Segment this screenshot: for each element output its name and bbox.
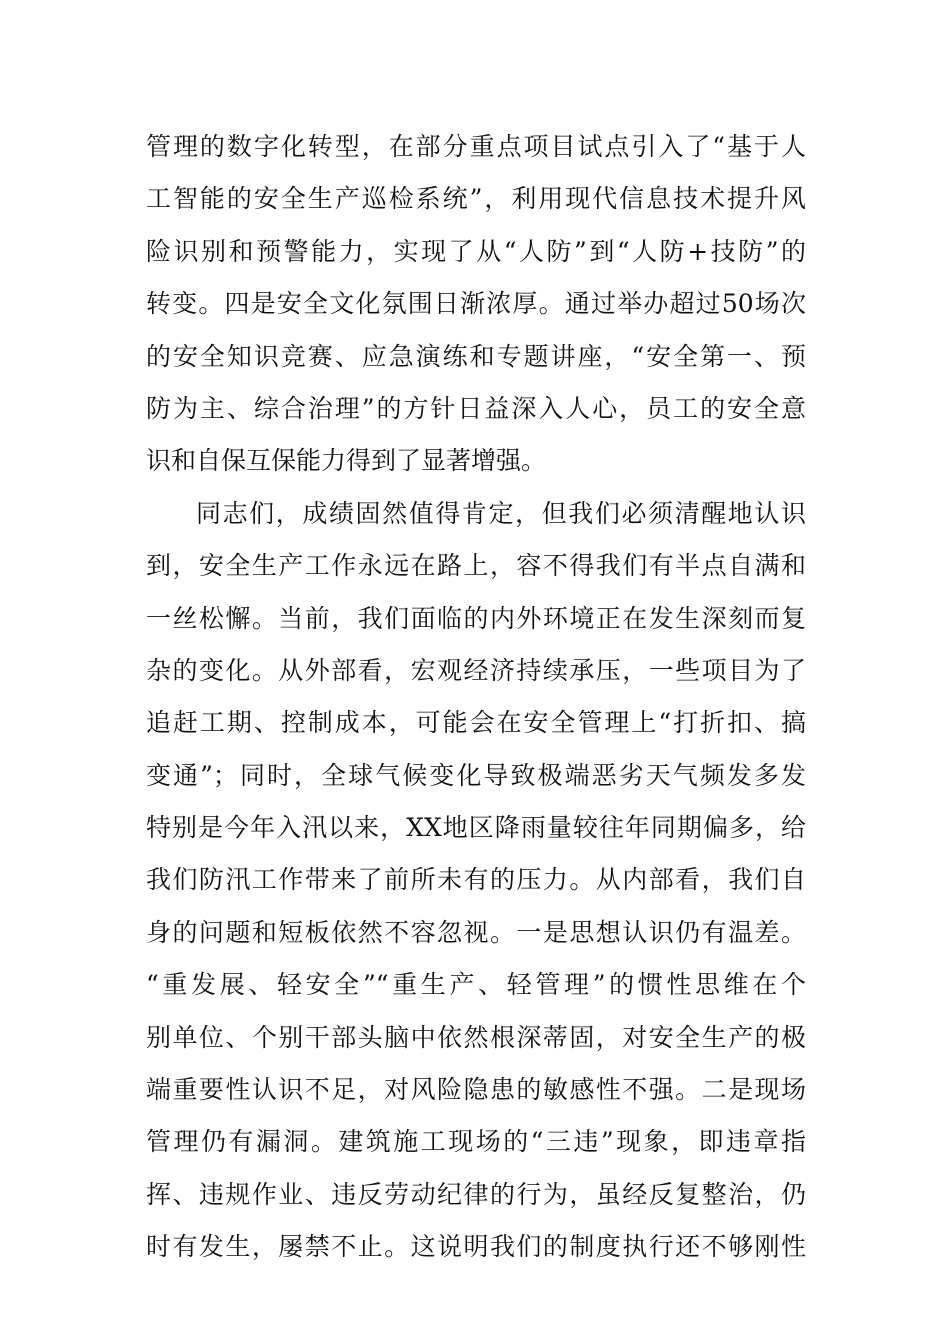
text-line: 挥、违规作业、违反劳动纪律的行为，虽经反复整治，仍 (146, 1179, 806, 1209)
text-line: 转变。四是安全文化氛围日渐浓厚。通过举办超过50场次 (146, 289, 806, 319)
text-line: “重发展、轻安全”“重生产、轻管理”的惯性思维在个 (146, 970, 806, 1000)
text-line-paragraph-end: 识和自保互保能力得到了显著增强。 (146, 446, 547, 476)
body-text (146, 121, 806, 1274)
text-line: 工智能的安全生产巡检系统”，利用现代信息技术提升风 (146, 184, 806, 214)
text-line: 别单位、个别干部头脑中依然根深蒂固，对安全生产的极 (146, 1022, 806, 1052)
text-line: 身的问题和短板依然不容忽视。一是思想认识仍有温差。 (146, 917, 806, 947)
text-line: 到，安全生产工作永远在路上，容不得我们有半点自满和 (146, 551, 806, 581)
text-line: 特别是今年入汛以来，XX地区降雨量较往年同期偏多，给 (146, 813, 806, 843)
text-line: 端重要性认识不足，对风险隐患的敏感性不强。二是现场 (146, 1075, 806, 1105)
text-line: 我们防汛工作带来了前所未有的压力。从内部看，我们自 (146, 865, 806, 895)
text-line: 杂的变化。从外部看，宏观经济持续承压，一些项目为了 (146, 655, 806, 685)
text-line: 追赶工期、控制成本，可能会在安全管理上“打折扣、搞 (146, 708, 806, 738)
text-line: 的安全知识竞赛、应急演练和专题讲座，“安全第一、预 (146, 341, 806, 371)
text-line: 时有发生，屡禁不止。这说明我们的制度执行还不够刚性 (146, 1232, 806, 1262)
text-line: 防为主、综合治理”的方针日益深入人心，员工的安全意 (146, 393, 806, 423)
text-line-paragraph-start: 同志们，成绩固然值得肯定，但我们必须清醒地认识 (196, 498, 806, 528)
text-line: 险识别和预警能力，实现了从“人防”到“人防+技防”的 (146, 236, 806, 266)
text-line: 管理的数字化转型，在部分重点项目试点引入了“基于人 (146, 132, 806, 161)
text-line: 变通”；同时，全球气候变化导致极端恶劣天气频发多发 (146, 760, 806, 790)
text-line: 管理仍有漏洞。建筑施工现场的“三违”现象，即违章指 (146, 1127, 806, 1157)
text-line: 一丝松懈。当前，我们面临的内外环境正在发生深刻而复 (146, 603, 806, 633)
